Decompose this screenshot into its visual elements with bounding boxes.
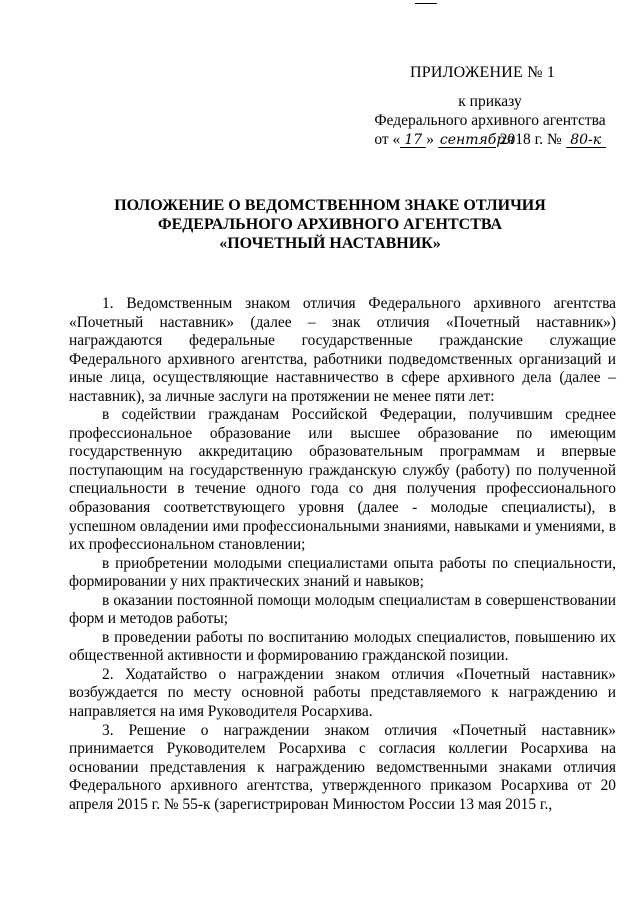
title-line-3: «ПОЧЕТНЫЙ НАСТАВНИК» [219,235,441,252]
date-month: сентября [439,132,515,148]
order-to: к приказу [458,93,522,110]
paragraph-5: в проведении работы по воспитанию молодых специалистов, повышению их общественной активности и формированию гражданской позиции. [69,628,616,665]
paragraph-4: в оказании постоянной помощи молодым специалистам в совершенствовании форм и методов работы; [69,591,616,628]
date-mid: » [426,131,435,148]
title-line-1: ПОЛОЖЕНИЕ О ВЕДОМСТВЕННОМ ЗНАКЕ ОТЛИЧИЯ [114,197,546,214]
order-reference [360,92,620,149]
order-date-line [360,130,620,149]
document-title [60,196,600,253]
paragraph-7: 3. Решение о награждении знаком отличия «Почетный наставник» принимается Руководителем Росархива с согласия коллегии Росархива на основании представления к награждению ведомственными знаками отличия Федерального архивного агентства, утвержденного приказом Росархива от 20 апреля 2015 г. № 55-к (зарегистрирован Минюстом России 13 мая 2015 г., [69,721,616,813]
paragraph-3: в приобретении молодыми специалистами опыта работы по специальности, формировании у них практических знаний и навыков; [69,554,616,591]
date-year-label: 2018 г. № [499,131,562,148]
appendix-label: ПРИЛОЖЕНИЕ № 1 [410,64,556,81]
paragraph-2: в содействии гражданам Российской Федерации, получившим среднее профессиональное образование или высшее образование по имеющим государственную аккредитацию образовательным программам и впервые поступающим на государственную гражданскую службу (работу) по полученной специальности в течение одного года со дня получения профессионального образования соответствующего уровня (далее - молодые специалисты), в успешном овладении ими профессиональными знаниями, навыками и умениями, в их профессиональном становлении; [69,406,616,554]
document-body [69,295,616,814]
agency-name: Федерального архивного агентства [374,112,606,129]
paragraph-1: 1. Ведомственным знаком отличия Федерального архивного агентства «Почетный наставник» (далее – знак отличия «Почетный наставник») награждаются федеральные государственные гражданские служащие Федерального архивного агентства, работники подведомственных организаций и иные лица, осуществляющие наставничество в сфере архивного дела (далее – наставник), за личные заслуги на протяжении не менее пяти лет: [69,295,616,405]
date-day: 17 [400,133,426,148]
date-prefix: от « [374,131,401,148]
scan-mark [415,3,437,4]
order-number: 80-к [566,133,606,148]
title-line-2: ФЕДЕРАЛЬНОГО АРХИВНОГО АГЕНТСТВА [157,216,503,233]
paragraph-6: 2. Ходатайство о награждении знаком отличия «Почетный наставник» возбуждается по месту основной работы представляемого к награждению и направляется на имя Руководителя Росархива. [69,665,616,721]
